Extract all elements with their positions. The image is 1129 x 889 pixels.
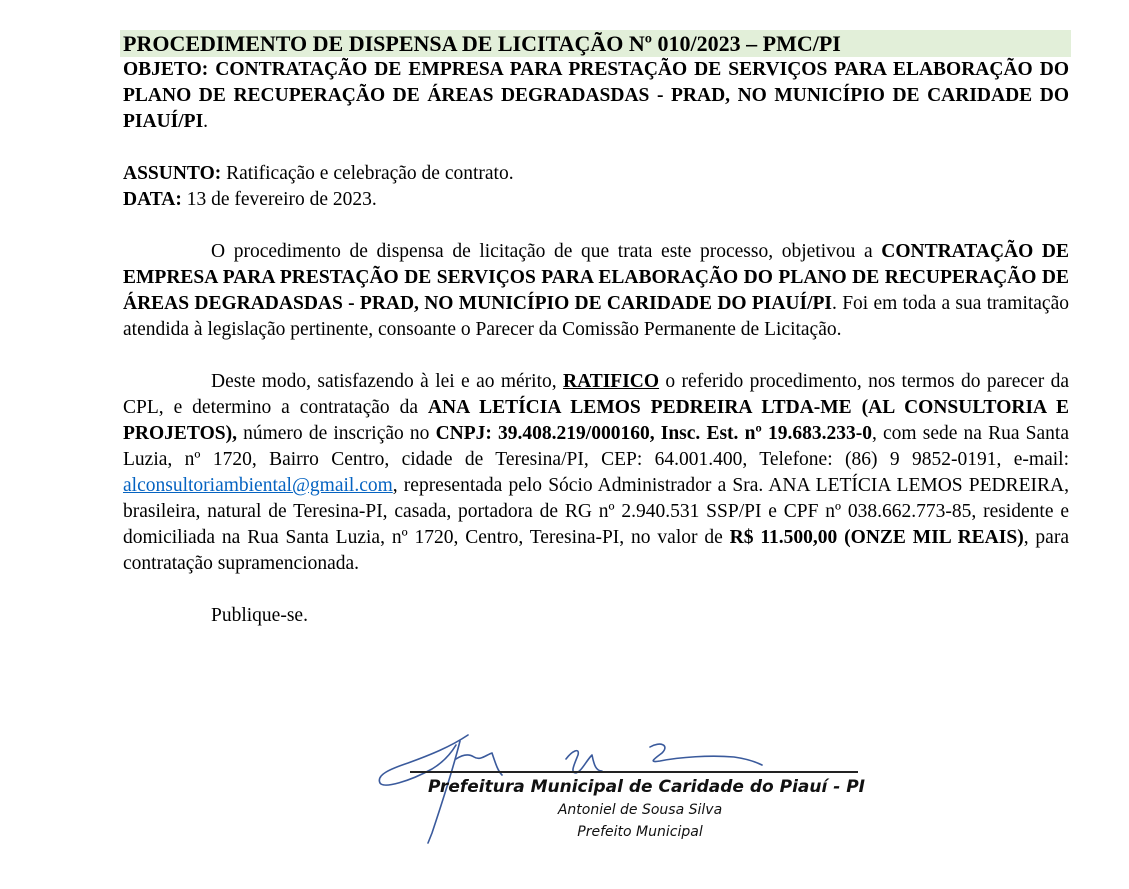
- p1-intro: O procedimento de dispensa de licitação de que trata este processo, objetivou a: [211, 241, 882, 262]
- data-line: [123, 187, 1069, 213]
- signatory-name: Antoniel de Sousa Silva: [557, 802, 723, 818]
- assunto-label: ASSUNTO:: [123, 163, 222, 184]
- ratifico-word: RATIFICO: [563, 371, 660, 392]
- objeto-text: OBJETO: CONTRATAÇÃO DE EMPRESA PARA PRESTAÇÃO DE SERVIÇOS PARA ELABORAÇÃO DO PLANO DE RECUPERAÇÃO DE ÁREAS DEGRADASDAS - PRAD, NO MUNICÍPIO DE CARIDADE DO PIAUÍ/PI: [123, 59, 1069, 132]
- signature-organization: Prefeitura Municipal de Caridade do Piauí - PI: [428, 777, 866, 797]
- assunto-value: Ratificação e celebração de contrato.: [221, 163, 514, 184]
- p2-t6: , para contratação supramencionada.: [123, 527, 1069, 574]
- signatory-role: Prefeito Municipal: [577, 824, 703, 840]
- document-title: PROCEDIMENTO DE DISPENSA DE LICITAÇÃO Nº 010/2023 – PMC/PI: [120, 30, 1071, 57]
- email-link[interactable]: alconsultoriambiental@gmail.com: [123, 475, 393, 496]
- signature-line: [410, 771, 858, 773]
- p2-t2: o referido procedimento, nos termos do parecer da CPL, e determino a contratação da: [123, 371, 1069, 418]
- closing-publique: Publique-se.: [211, 605, 308, 626]
- p2-t1: Deste modo, satisfazendo à lei e ao mérito,: [211, 371, 563, 392]
- paragraph-ratification: [123, 369, 1069, 577]
- data-label: DATA:: [123, 189, 182, 210]
- data-value: 13 de fevereiro de 2023.: [181, 189, 377, 210]
- p1-object: CONTRATAÇÃO DE EMPRESA PARA PRESTAÇÃO DE SERVIÇOS PARA ELABORAÇÃO DO PLANO DE RECUPERAÇÃO DE ÁREAS DEGRADASDAS - PRAD, NO MUNICÍPIO DE CARIDADE DO PIAUÍ/PI: [123, 241, 1069, 314]
- paragraph-procedure: [123, 239, 1069, 343]
- objeto-period: .: [203, 111, 209, 132]
- p1-rest: . Foi em toda a sua tramitação atendida à legislação pertinente, consoante o Parecer da Comissão Permanente de Licitação.: [123, 293, 1069, 340]
- assunto-line: [123, 161, 1069, 187]
- p2-t3: número de inscrição no: [236, 423, 436, 444]
- cnpj-info: CNPJ: 39.408.219/000160, Insc. Est. nº 19.683.233-0: [435, 423, 872, 444]
- document-body: [123, 30, 1069, 629]
- company-name: ANA LETÍCIA LEMOS PEDREIRA LTDA-ME (AL CONSULTORIA E PROJETOS),: [123, 397, 1070, 444]
- p2-t5: , representada pelo Sócio Administrador a Sra. ANA LETÍCIA LEMOS PEDREIRA, brasileira, natural de Teresina-PI, casada, portadora de RG nº 2.940.531 SSP/PI e CPF nº 038.662.773-85, residente e domiciliada na Rua Santa Luzia, nº 1720, Centro, Teresina-PI, no valor de: [123, 475, 1069, 548]
- contract-value: R$ 11.500,00 (ONZE MIL REAIS): [729, 527, 1024, 548]
- signature-block: [370, 725, 870, 865]
- objeto-block: [123, 57, 1069, 135]
- p2-t4: , com sede na Rua Santa Luzia, nº 1720, Bairro Centro, cidade de Teresina/PI, CEP: 64.001.400, Telefone: (86) 9 9852-0191, e-mail:: [123, 423, 1069, 470]
- meta-block: [123, 161, 1069, 213]
